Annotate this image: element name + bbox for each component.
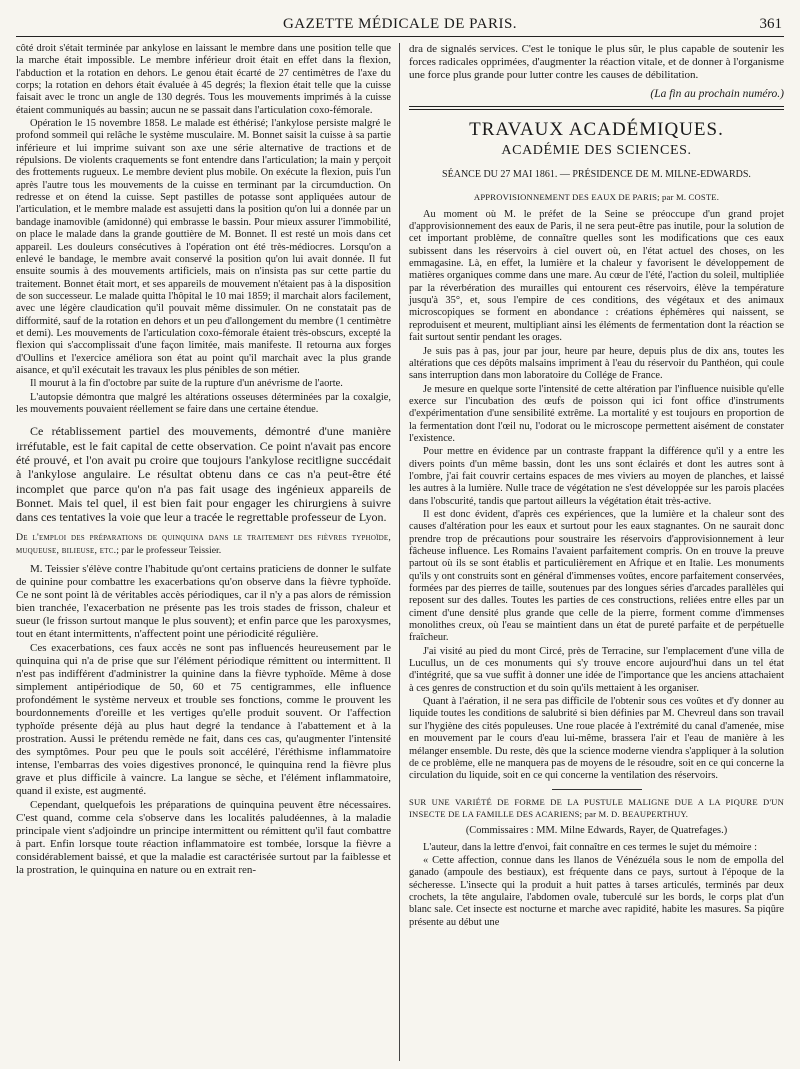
article-title-coste: APPROVISIONNEMENT DES EAUX DE PARIS; par M. COSTE. xyxy=(473,192,720,203)
left-column xyxy=(16,43,400,1061)
section-title: TRAVAUX ACADÉMIQUES. xyxy=(469,119,724,141)
page-number: 361 xyxy=(759,16,782,32)
paragraph-emphasis: Ce rétablissement partiel des mouvements, démontré d'une manière irréfutable, est le fait capital de cette observation. Ce point n'avait pas encore été prouvé, et l'on avait pu croire que toujours l'ankylose recitligne succédait à l'ankylose angulaire. Le résultat obtenu dans ce cas n'a peut-être été incomplet que parce qu'on n'a pas fait usage des ingénieux appareils de Bonnet. Mais tel quel, il est bien fait pour engager les chirurgiens à suivre dans ces tentatives la voie que leur a tracée le regrettable professeur de Lyon. xyxy=(16,424,391,525)
paragraph: Je mesure en quelque sorte l'intensité de cette altération par l'influence nuisible qu'elle exerce sur l'incubation des œufs de poisson qui ici font office d'instruments d'expérimentation d'une sensibilité extrême. La mortalité y est toujours en proportion de la fermentation dont l'œil nu, l'odorat ou le microscope permettent aisément de constater l'existence. xyxy=(409,383,784,444)
article-title-beauperthuy: SUR UNE VARIÉTÉ DE FORME DE LA PUSTULE MALIGNE DUE A LA PIQURE D'UN INSECTE DE LA FAMILLE DES ACARIENS; par M. D. BEAUPERTHUY. xyxy=(409,796,784,819)
short-divider xyxy=(552,789,642,790)
paragraph: Au moment où M. le préfet de la Seine se préoccupe d'un grand projet d'approvisionnement des eaux de Paris, il ne sera peut-être pas inutile, pour la solution de cet important problème, de connaître quelles sont les modifications que ces eaux subissent dans les réservoirs à ciel ouvert où, en l'état actuel des choses, on les emmagasine. Là, en effet, la lumière et la chaleur y favorisent le développement de matières organiques comme dans une mare. Au cœur de l'été, l'action du soleil, multipliée par la réverbération des murailles qui entourent ces réservoirs, élève la température jusqu'à 35°, et, sous l'empire de ces conditions, des végétaux et des animaux microscopiques se forment en abondance : créations éphémères qui naissent, se reproduisent et meurent, multipliant ainsi les éléments de fermentation dont la réaction se fait surtout sentir pendant les orages. xyxy=(409,208,784,344)
journal-title: GAZETTE MÉDICALE DE PARIS. xyxy=(282,16,518,32)
session-line: SÉANCE DU 27 MAI 1861. — PRÉSIDENCE DE M. MILNE-EDWARDS. xyxy=(442,169,751,181)
columns xyxy=(16,43,784,1061)
paragraph: Cependant, quelquefois les préparations de quinquina peuvent être nécessaires. C'est quand, comme cela s'observe dans les localités paludéennes, à la maladie principale vient s'adjoindre un principe intermittent ou rémittent qu'il faut combattre à part. Enfin lorsque toute réaction inflammatoire est tombée, lorsque la fièvre a considérablement baissé, et que la maladie est caractérisée surtout par la faiblesse et la prostration, le quinquina en nature ou en extrait ren- xyxy=(16,799,391,877)
paragraph: Pour mettre en évidence par un contraste frappant la différence qu'il y a entre les divers points d'un même bassin, dont les uns sont éclairés et dont les autres sont à l'ombre, j'ai fait couvrir certains espaces de mes viviers au moyen de planches, et laissé les autres à la lumière. Nulle trace de végétation ne s'est développée sur les parois placées dans l'obscurité, tandis que partout ailleurs la végétation était très-active. xyxy=(409,446,784,507)
continued-note: (La fin au prochain numéro.) xyxy=(650,88,784,100)
paragraph: Quant à l'aération, il ne sera pas difficile de l'obtenir sous ces voûtes et d'y donner au liquide toutes les conditions de salubrité si bien définies par M. Chevreul dans son travail sur l'hygiène des cités populeuses. Une roue placée à l'extrémité du canal d'amenée, mise en mouvement par le cours d'eau lui-même, brassera l'air et l'eau de manière à les mélanger ensemble. Du reste, dès que la science moderne viendra s'appliquer à la solution de ce problème, elle ne manquera pas de moyens de le résoudre, soit en ce qui concerne la circulation du liquide, soit en ce qui concerne la ventilation des réservoirs. xyxy=(409,696,784,782)
paragraph: Il mourut à la fin d'octobre par suite de la rupture d'un anévrisme de l'aorte. xyxy=(30,378,343,390)
paragraph: « Cette affection, connue dans les llanos de Vénézuéla sous le nom de empolla del ganado (ampoule des bestiaux), est fréquente dans ce pays, surtout à l'époque de la sécheresse. L'insecte qui la produit a huit pattes à tarses articulés, terminés par deux crochets, la tête angulaire, l'abdomen ovale, tuberculé sur les bords, le corps plat d'un blanc sale. Cet insecte est nocturne et marche avec rapidité, habite les masures. Sa piqûre présente au début une xyxy=(409,854,784,928)
paragraph-continuation: dra de signalés services. C'est le tonique le plus sûr, le plus capable de soutenir les forces radicales opprimées, d'augmenter la réaction vitale, et de donner à l'organisme une force plus grande pour lutter contre les causes de débilitation. xyxy=(409,43,784,81)
paragraph: L'autopsie démontra que malgré les altérations osseuses déterminées par la coxalgie, les mouvements pouvaient réellement se faire dans une certaine étendue. xyxy=(16,391,391,415)
section-heading-caps: De l'emploi des préparations de quinquina dans le traitement des fièvres typhoïde, muqueuse, bilieuse, etc. xyxy=(16,532,391,556)
section-heading-author: ; par le professeur Teissier. xyxy=(116,544,222,556)
paragraph: Ces exacerbations, ces faux accès ne sont pas influencés heureusement par le quinquina qui n'a de prise que sur l'élément périodique rémittent ou intermittent. Il n'est pas indifférent d'administrer la quinine dans la fièvre typhoïde. Même à dose simplement antipériodique de 50, 60 et 75 centigrammes, elle influence profondément le système nerveux et trouble ses fonctions, comme le prouvent les bourdonnements d'oreille et les vertiges qu'elle produit souvent. Or l'affection typhoïde présente déjà au plus haut degré la tendance à l'abattement et à la prostration. Aussi le prétendu remède ne fait, dans ces cas, qu'augmenter l'intensité des symptômes. Pour peu que le pouls soit accéléré, l'éréthisme inflammatoire intense, l'embarras des voies digestives prononcé, le quinquina rend la fièvre plus grave et plus difficile à vaincre. La langue se sèche, et l'élément inflammatoire, quand il existe, est augmenté. xyxy=(16,642,391,798)
paragraph: L'auteur, dans la lettre d'envoi, fait connaître en ces termes le sujet du mémoire : xyxy=(423,841,757,853)
paragraph: Opération le 15 novembre 1858. Le malade est éthérisé; l'ankylose persiste malgré le profond sommeil qui relâche le système musculaire. M. Bonnet saisit la cuisse à sa partie inférieure et lui imprime suivant son axe une série alternative de tractions et de répulsions. De violents craquements se font entendre dans l'articulation; la main y perçoit des frottements rugueux. Le membre devient plus mobile. On exécute la flexion, puis l'un après l'autre tous les mouvements de la cuisse en terminant par la circumduction. On redresse et on étend la cuisse. Sept pastilles de potasse sont appliquées autour de l'articulation, et le membre malade est assujetti dans la position qu'on lui a donnée par un bandage inamovible (amidonné) qui embrasse le bassin. Pour mieux assurer l'immobilité, on place le malade dans la grande gouttière de M. Bonnet. Il est resté un mois dans cet appareil. Les douleurs consécutives à l'opération ont été très-médiocres. Lorsqu'on a enlevé le bandage, le membre avait conservé la position qu'on lui avait donnée. Il fut ensuite soumis à des mouvements artificiels, mais on n'insista pas sur cette partie du traitement. Bonnet était mort, et ses appareils de mouvement n'étaient pas à la disposition de son successeur. Le malade quitta l'hôpital le 10 mai 1859; il marchait alors facilement, avec une légère claudication qu'il pouvait même dissimuler. On ne constatait pas de difformité, sauf de la rotation en dehors et un peu d'allongement du membre (1 centimètre et demi). Les mouvements de l'articulation coxo-fémorale étaient très-obscurs, excepté la flexion qui s'accomplissait d'une façon limitée, mais manifeste. Il retourna aux forges d'Oullins et l'exercice améliora son état au point qu'il marchait avec la plus grande aisance, et qu'il exécutait les travaux les plus pénibles de son métier. xyxy=(16,118,391,376)
section-heading-quinquina xyxy=(16,532,391,557)
paragraph: J'ai visité au pied du mont Circé, près de Terracine, sur l'emplacement d'une villa de Lucullus, un de ces monuments qui s'y trouve encore aujourd'hui dans un tel état d'intégrité, que sa vue suffit à donner une idée de l'importance que les anciens attachaient à ces genres de construction et du soin qu'ils mettaient à les organiser. xyxy=(409,645,784,694)
page-header xyxy=(16,14,784,37)
paragraph: Il est donc évident, d'après ces expériences, que la lumière et la chaleur sont des causes d'altération pour les eaux et surtout pour les eaux stagnantes. On ne saurait donc prendre trop de précautions pour soustraire les réservoirs d'approvisionnement à leur fâcheuse influence. Les Romains l'avaient parfaitement compris. On en trouve la preuve partout où ils se sont établis et particulièrement en Afrique et en Italie. Les monuments qu'ils y ont construits sont en général d'immenses voûtes, encore parfaitement conservées, formées par des pierres de taille, soutenues par des longues séries d'arcades parallèles qui reposent sur des dalles. Toutes les parties de ces constructions, reliées entre elles par un ciment d'une densité plus grande que celle de la pierre, forment comme d'immenses monolithes creux, où l'eau se maintient dans un état de pureté parfaite et de perpétuelle fraîcheur. xyxy=(409,508,784,644)
academy-title: ACADÉMIE DES SCIENCES. xyxy=(501,142,692,158)
paragraph: côté droit s'était terminée par ankylose en laissant le membre dans une position telle que la marche était impossible. Le membre inférieur droit était en effet dans la flexion, l'abduction et la rotation en dehors. Le genou était écarté de 27 centimètres de l'axe du corps; la rotation en dehors était évaluée à 45 degrés; la flexion était telle que la cuisse faisait avec le tronc un angle de 130 degrés. Tous les mouvements imprimés à la cuisse étaient communiqués au bassin; aucun ne se passait dans l'articulation coxo-fémorale. xyxy=(16,43,391,116)
double-rule-divider xyxy=(409,106,784,110)
right-column xyxy=(400,43,784,1061)
commissioners-line: (Commissaires : MM. Milne Edwards, Rayer, de Quatrefages.) xyxy=(465,825,728,837)
paragraph: Je suis pas à pas, jour par jour, heure par heure, depuis plus de dix ans, toutes les altérations que ces dépôts malsains impriment à l'eau du réservoir du Panthéon, qui coule sans interruption dans mon laboratoire du Collége de France. xyxy=(409,345,784,382)
paragraph: M. Teissier s'élève contre l'habitude qu'ont certains praticiens de donner le sulfate de quinine pour combattre les exacerbations qu'on observe dans la fièvre typhoïde. Ce ne sont point là de véritables accès périodiques, car il n'y a pas alors de rémission bien tranchée, l'exacerbation ne présente pas les trois stades de frisson, chaleur et sueur (le frisson surtout manque le plus souvent); et enfin parce que les paroxysmes, tout en étant intermittents, n'affectent point une périodicité régulière. xyxy=(16,563,391,641)
body-block xyxy=(16,563,391,877)
